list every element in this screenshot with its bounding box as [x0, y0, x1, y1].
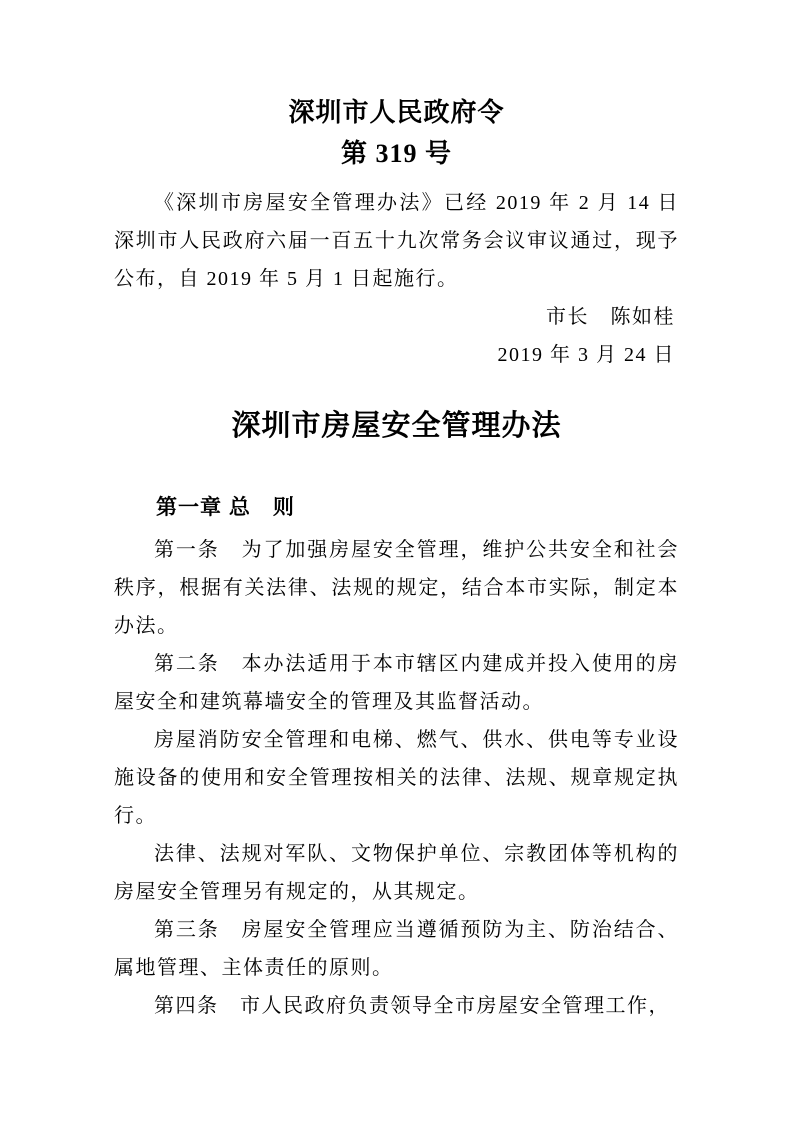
article-3-paragraph: 第三条 房屋安全管理应当遵循预防为主、防治结合、属地管理、主体责任的原则。	[114, 919, 679, 979]
decree-body-paragraph: 《深圳市房屋安全管理办法》已经 2019 年 2 月 14 日深圳市人民政府六届一百五十九次常务会议审议通过，现予公布，自 2019 年 5 月 1 日起施行。	[114, 192, 679, 290]
decree-title: 深圳市人民政府令	[288, 98, 505, 127]
decree-number: 第 319 号	[340, 139, 452, 168]
regulation-title: 深圳市房屋安全管理办法	[231, 410, 562, 442]
article-2-clause-2-paragraph: 房屋消防安全管理和电梯、燃气、供水、供电等专业设施设备的使用和安全管理按相关的法律、法规、规章规定执行。	[114, 729, 679, 827]
article-1-paragraph: 第一条 为了加强房屋安全管理，维护公共安全和社会秩序，根据有关法律、法规的规定，结合本市实际，制定本办法。	[114, 539, 679, 637]
article-4-paragraph: 第四条 市人民政府负责领导全市房屋安全管理工作，	[154, 995, 670, 1017]
article-2-clause-3-paragraph: 法律、法规对军队、文物保护单位、宗教团体等机构的房屋安全管理另有规定的，从其规定。	[114, 843, 679, 903]
chapter-heading: 第一章 总 则	[156, 496, 295, 519]
articles-section	[114, 531, 679, 1025]
signature-line: 市长 陈如桂	[546, 306, 675, 328]
article-2-paragraph: 第二条 本办法适用于本市辖区内建成并投入使用的房屋安全和建筑幕墙安全的管理及其监督活动。	[114, 653, 679, 713]
date-line: 2019 年 3 月 24 日	[497, 344, 675, 366]
